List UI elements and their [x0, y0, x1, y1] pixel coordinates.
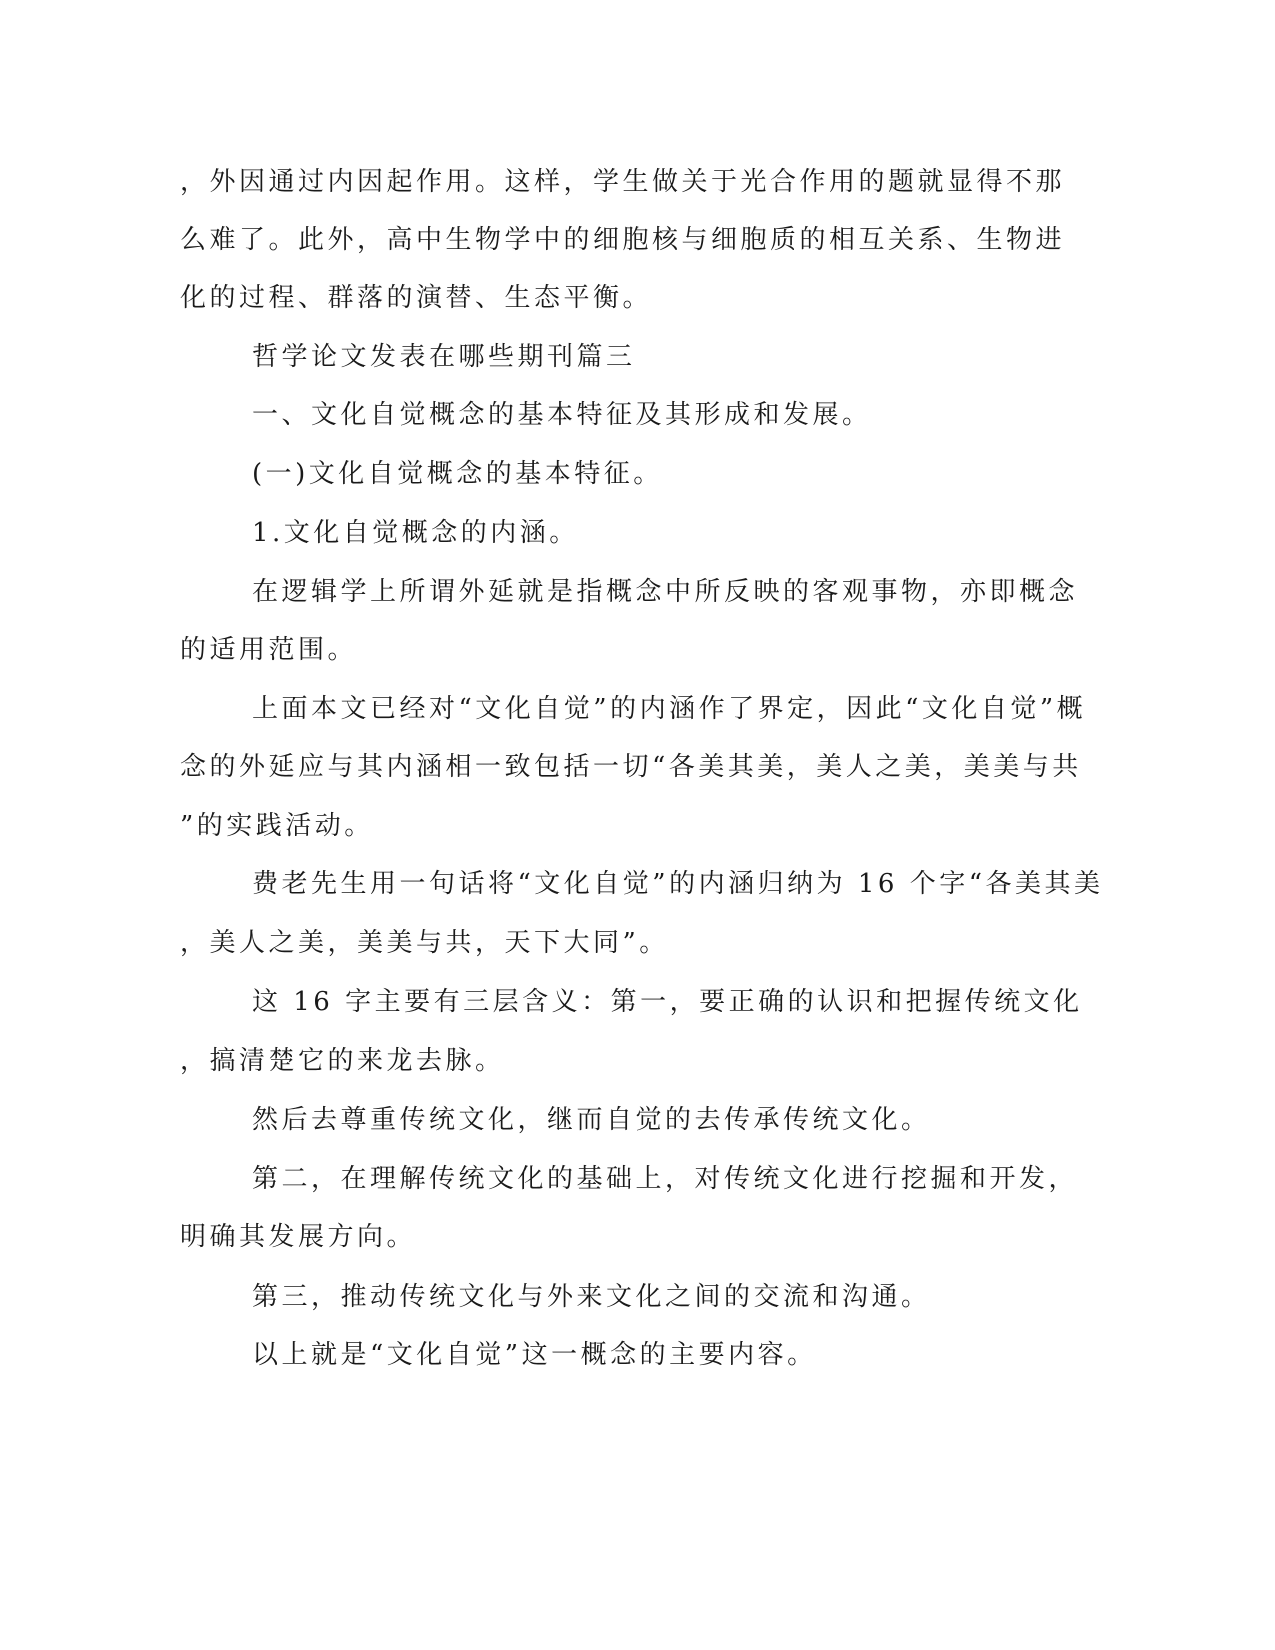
text-line: 在逻辑学上所谓外延就是指概念中所反映的客观事物，亦即概念 [252, 577, 1079, 607]
text-line: 第二，在理解传统文化的基础上，对传统文化进行挖掘和开发， [252, 1164, 1079, 1194]
text-line: ”的实践活动。 [180, 811, 374, 841]
heading-level-2: (一)文化自觉概念的基本特征。 [252, 459, 663, 489]
text-line: 第三，推动传统文化与外来文化之间的交流和沟通。 [252, 1282, 931, 1312]
section-title: 哲学论文发表在哪些期刊篇三 [252, 342, 636, 372]
text-line: 化的过程、群落的演替、生态平衡。 [180, 283, 653, 313]
heading-level-3: 1.文化自觉概念的内涵。 [252, 518, 579, 548]
text-line: 上面本文已经对“文化自觉”的内涵作了界定，因此“文化自觉”概 [252, 694, 1087, 724]
text-line: 么难了。此外，高中生物学中的细胞核与细胞质的相互关系、生物进 [180, 225, 1066, 255]
text-line: 明确其发展方向。 [180, 1222, 417, 1252]
text-line: 然后去尊重传统文化，继而自觉的去传承传统文化。 [252, 1105, 931, 1135]
text-line: 念的外延应与其内涵相一致包括一切“各美其美，美人之美，美美与共 [180, 752, 1082, 782]
text-line: 费老先生用一句话将“文化自觉”的内涵归纳为 16 个字“各美其美 [252, 869, 1104, 899]
text-line: ，美人之美，美美与共，天下大同”。 [180, 928, 669, 958]
text-line: 的适用范围。 [180, 635, 358, 665]
text-line: 这 16 字主要有三层含义：第一，要正确的认识和把握传统文化 [252, 987, 1083, 1017]
heading-level-1: 一、文化自觉概念的基本特征及其形成和发展。 [252, 400, 872, 430]
text-line: ，外因通过内因起作用。这样，学生做关于光合作用的题就显得不那 [180, 167, 1066, 197]
text-line: 以上就是“文化自觉”这一概念的主要内容。 [252, 1340, 817, 1370]
text-line: ，搞清楚它的来龙去脉。 [180, 1046, 505, 1076]
